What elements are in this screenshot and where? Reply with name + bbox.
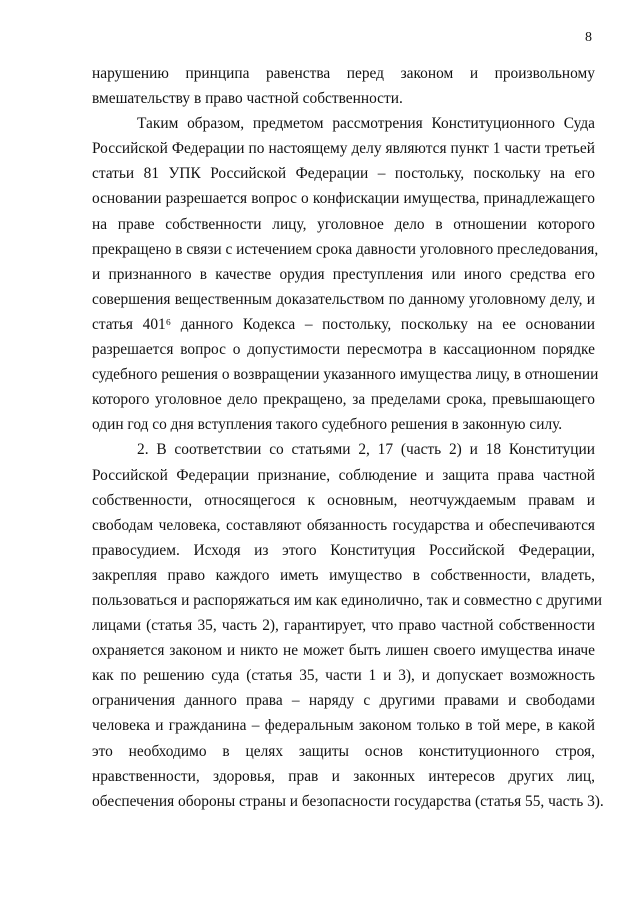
text-line: статья 401⁶ данного Кодекса – постольку, поскольку на ее основании (92, 315, 595, 333)
text-line: совершения вещественным доказательством по данному уголовному делу, и (92, 290, 595, 308)
text-line: Российской Федерации по настоящему делу являются пункт 1 части третьей (92, 140, 595, 158)
text-line: Российской Федерации признание, соблюдение и защита права частной (92, 466, 595, 484)
text-line: Таким образом, предметом рассмотрения Конституционного Суда (137, 115, 595, 133)
text-line: это необходимо в целях защиты основ конституционного строя, (92, 742, 595, 760)
text-line: ограничения данного права – наряду с другими правами и свободами (92, 692, 595, 710)
text-line: лицами (статья 35, часть 2), гарантирует, что право частной собственности (92, 617, 595, 635)
page-number: 8 (585, 30, 592, 45)
text-line: один год со дня вступления такого судебного решения в законную силу. (92, 416, 563, 434)
text-line: и признанного в качестве орудия преступления или иного средства его (92, 265, 595, 283)
text-line: разрешается вопрос о допустимости пересмотра в кассационном порядке (92, 341, 595, 359)
text-line: человека и гражданина – федеральным законом только в той мере, в какой (92, 717, 595, 735)
text-line: свободам человека, составляют обязанность государства и обеспечиваются (92, 516, 595, 534)
text-line: пользоваться и распоряжаться им как единолично, так и совместно с другими (92, 591, 602, 609)
text-line: нравственности, здоровья, прав и законных интересов других лиц, (92, 767, 595, 785)
text-line: закрепляя право каждого иметь имущество в собственности, владеть, (92, 566, 595, 584)
text-line: правосудием. Исходя из этого Конституция Российской Федерации, (92, 541, 595, 559)
text-line: 2. В соответствии со статьями 2, 17 (часть 2) и 18 Конституции (137, 441, 595, 459)
text-line: на праве собственности лицу, уголовное дело в отношении которого (92, 215, 595, 233)
document-body (92, 61, 604, 814)
text-line: охраняется законом и никто не может быть лишен своего имущества иначе (92, 642, 595, 660)
text-line: которого уголовное дело прекращено, за пределами срока, превышающего (92, 391, 595, 409)
text-line: как по решению суда (статья 35, части 1 и 3), и допускает возможность (92, 667, 595, 685)
text-line: статьи 81 УПК Российской Федерации – постольку, поскольку на его (92, 165, 595, 183)
text-line: собственности, относящегося к основным, неотчуждаемым правам и (92, 491, 595, 509)
text-line: судебного решения о возвращении указанного имущества лицу, в отношении (92, 366, 599, 384)
text-line: вмешательству в право частной собственности. (92, 90, 403, 108)
text-line: основании разрешается вопрос о конфискации имущества, принадлежащего (92, 190, 595, 208)
text-line: нарушению принципа равенства перед законом и произвольному (92, 65, 595, 82)
text-line: обеспечения обороны страны и безопасности государства (статья 55, часть 3). (92, 792, 604, 810)
text-line: прекращено в связи с истечением срока давности уголовного преследования, (92, 240, 599, 258)
